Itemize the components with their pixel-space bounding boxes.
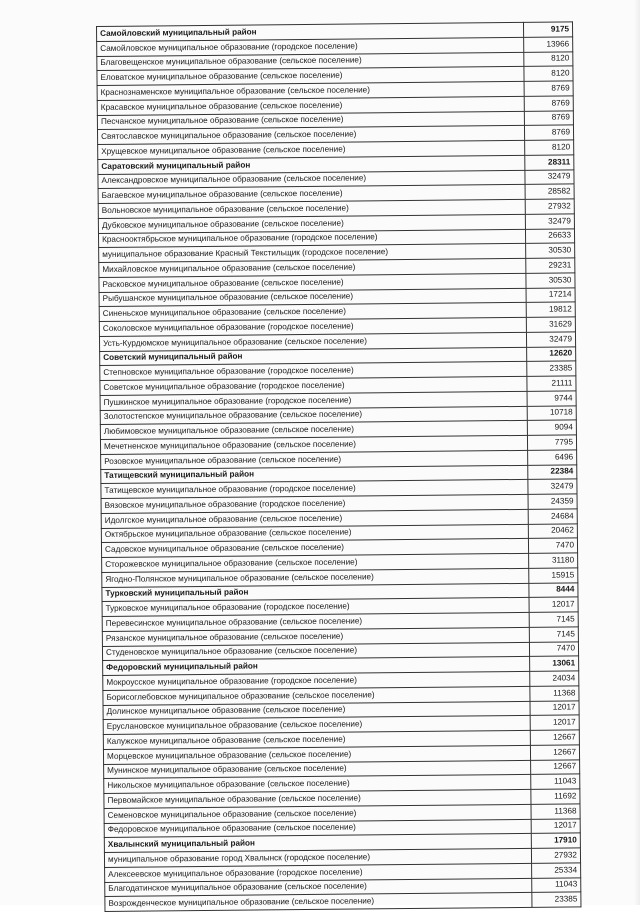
municipality-name: Пушкинское муниципальное образование (городское поселение)	[100, 391, 527, 410]
municipality-name: Идолгское муниципальное образование (сельское поселение)	[101, 509, 528, 528]
municipality-name: Октябрьское муниципальное образование (сельское поселение)	[101, 524, 528, 543]
municipality-name: Турковское муниципальное образование (городское поселение)	[102, 598, 529, 617]
municipality-name: Усть-Курдюмское муниципальное образование (сельское поселение)	[99, 332, 526, 351]
municipality-name: Степновское муниципальное образование (городское поселение)	[100, 362, 527, 381]
municipality-value: 11368	[531, 804, 580, 819]
municipality-value: 23385	[532, 892, 581, 907]
municipality-name: Благодатинское муниципальное образование (сельское поселение)	[105, 878, 532, 897]
district-value: 17910	[531, 833, 580, 848]
municipality-name: Благовещенское муниципальное образование (сельское поселение)	[97, 52, 524, 71]
district-value: 9175	[523, 22, 572, 37]
municipality-value: 27932	[525, 199, 574, 214]
district-name: Хвалынский муниципальный район	[104, 834, 531, 853]
municipality-name: Советское муниципальное образование (городское поселение)	[100, 376, 527, 395]
municipality-name: Мокроусское муниципальное образование (городское поселение)	[103, 671, 530, 690]
municipality-value: 23385	[527, 361, 576, 376]
municipality-name: Никольское муниципальное образование (сельское поселение)	[104, 775, 531, 794]
municipality-name: Рязанское муниципальное образование (сельское поселение)	[102, 627, 529, 646]
municipality-name: Песчанское муниципальное образование (сельское поселение)	[97, 111, 524, 130]
municipality-value: 10718	[527, 405, 576, 420]
scan-edge	[634, 0, 640, 905]
municipality-value: 12667	[531, 759, 580, 774]
municipality-value: 29231	[526, 258, 575, 273]
municipality-name: Татищевское муниципальное образование (городское поселение)	[101, 480, 528, 499]
district-name: Федоровский муниципальный район	[103, 657, 530, 676]
municipality-value: 8120	[524, 51, 573, 66]
municipality-name: Багаевское муниципальное образование (сельское поселение)	[98, 185, 525, 204]
municipality-value: 31180	[529, 553, 578, 568]
municipality-name: Любимовское муниципальное образование (сельское поселение)	[100, 421, 527, 440]
district-name: Татищевский муниципальный район	[101, 465, 528, 484]
municipality-value: 8769	[524, 125, 573, 140]
municipality-name: Краснознаменское муниципальное образование (сельское поселение)	[97, 81, 524, 100]
municipality-name: Садовское муниципальное образование (сельское поселение)	[101, 539, 528, 558]
municipality-name: Михайловское муниципальное образование (сельское поселение)	[99, 258, 526, 277]
municipality-name: Алексеевское муниципальное образование (городское поселение)	[105, 863, 532, 882]
municipality-value: 9094	[527, 420, 576, 435]
municipality-value: 8769	[524, 81, 573, 96]
municipality-name: муниципальное образование Красный Текстильщик (городское поселение)	[99, 244, 526, 263]
municipality-name: Еруслановское муниципальное образование (сельское поселение)	[103, 716, 530, 735]
district-value: 22384	[528, 464, 577, 479]
municipality-value: 11043	[532, 877, 581, 892]
municipality-name: Вязовское муниципальное образование (городское поселение)	[101, 494, 528, 513]
municipality-value: 9744	[527, 391, 576, 406]
municipality-value: 6496	[528, 450, 577, 465]
municipality-value: 31629	[526, 317, 575, 332]
municipality-value: 32479	[526, 332, 575, 347]
municipality-value: 7145	[529, 612, 578, 627]
municipality-value: 11692	[531, 789, 580, 804]
municipality-name: Семеновское муниципальное образование (сельское поселение)	[104, 804, 531, 823]
municipality-name: Краснооктябрьское муниципальное образование (городское поселение)	[98, 229, 525, 248]
municipality-value: 12017	[530, 700, 579, 715]
table-body	[97, 22, 581, 912]
municipality-name: Ягодно-Полянское муниципальное образование (сельское поселение)	[102, 568, 529, 587]
municipality-name: Морцевское муниципальное образование (сельское поселение)	[103, 745, 530, 764]
municipality-value: 8120	[524, 66, 573, 81]
municipality-name: Борисоглебовское муниципальное образование (сельское поселение)	[103, 686, 530, 705]
district-value: 28311	[525, 155, 574, 170]
table-row	[105, 892, 581, 911]
municipality-name: Дубковское муниципальное образование (сельское поселение)	[98, 214, 525, 233]
municipality-value: 24359	[528, 494, 577, 509]
municipality-name: Самойловское муниципальное образование (городское поселение)	[97, 37, 524, 56]
municipality-name: Соколовское муниципальное образование (городское поселение)	[99, 317, 526, 336]
municipality-name: Сторожевское муниципальное образование (сельское поселение)	[102, 553, 529, 572]
municipality-value: 32479	[525, 169, 574, 184]
municipality-value: 24034	[530, 671, 579, 686]
municipality-value: 7145	[529, 627, 578, 642]
district-name: Турковский муниципальный район	[102, 583, 529, 602]
municipality-value: 30530	[526, 273, 575, 288]
district-name: Саратовский муниципальный район	[98, 155, 525, 174]
municipality-value: 17214	[526, 287, 575, 302]
municipality-name: Хрущевское муниципальное образование (сельское поселение)	[98, 140, 525, 159]
municipality-value: 11368	[530, 686, 579, 701]
municipality-name: Золотостепское муниципальное образование (сельское поселение)	[100, 406, 527, 425]
municipality-value: 7470	[529, 641, 578, 656]
municipality-name: Мунинское муниципальное образование (сельское поселение)	[104, 760, 531, 779]
municipality-name: Еловатское муниципальное образование (сельское поселение)	[97, 67, 524, 86]
municipality-value: 8120	[525, 140, 574, 155]
municipality-value: 30530	[526, 243, 575, 258]
municipality-name: Расковское муниципальное образование (сельское поселение)	[99, 273, 526, 292]
district-value: 13061	[530, 656, 579, 671]
municipality-value: 27932	[531, 848, 580, 863]
municipality-value: 25334	[532, 863, 581, 878]
municipality-name: Рыбушанское муниципальное образование (сельское поселение)	[99, 288, 526, 307]
municipality-value: 15915	[529, 568, 578, 583]
municipality-value: 32479	[525, 214, 574, 229]
municipality-value: 11043	[531, 774, 580, 789]
municipality-value: 7795	[527, 435, 576, 450]
municipality-name: Вольновское муниципальное образование (сельское поселение)	[98, 199, 525, 218]
municipality-name: Возрожденческое муниципальное образование (сельское поселение)	[105, 893, 532, 912]
municipality-value: 26633	[525, 228, 574, 243]
municipality-name: Розовское муниципальное образование (сельское поселение)	[101, 450, 528, 469]
municipality-name: Первомайское муниципальное образование (сельское поселение)	[104, 789, 531, 808]
municipality-value: 32479	[528, 479, 577, 494]
municipality-name: Перевесинское муниципальное образование (сельское поселение)	[102, 612, 529, 631]
municipality-name: Федоровское муниципальное образование (сельское поселение)	[104, 819, 531, 838]
municipality-name: Синеньское муниципальное образование (сельское поселение)	[99, 303, 526, 322]
district-value: 8444	[529, 582, 578, 597]
municipality-value: 13966	[524, 37, 573, 52]
municipality-name: муниципальное образование город Хвалынск (городское поселение)	[104, 848, 531, 867]
municipality-value: 7470	[528, 538, 577, 553]
municipality-name: Святославское муниципальное образование (сельское поселение)	[97, 126, 524, 145]
municipality-value: 28582	[525, 184, 574, 199]
municipality-value: 12017	[529, 597, 578, 612]
municipality-name: Мечетненское муниципальное образование (сельское поселение)	[100, 435, 527, 454]
municipality-name: Долинское муниципальное образование (сельское поселение)	[103, 701, 530, 720]
municipality-value: 12017	[531, 818, 580, 833]
municipality-name: Студеновское муниципальное образование (сельское поселение)	[102, 642, 529, 661]
municipality-name: Калужское муниципальное образование (сельское поселение)	[103, 730, 530, 749]
municipality-value: 12667	[530, 745, 579, 760]
municipality-value: 24684	[528, 509, 577, 524]
municipality-value: 12017	[530, 715, 579, 730]
municipality-value: 20462	[528, 523, 577, 538]
municipality-name: Красавское муниципальное образование (сельское поселение)	[97, 96, 524, 115]
municipality-value: 12667	[530, 730, 579, 745]
district-name: Самойловский муниципальный район	[97, 22, 524, 41]
municipality-value: 8769	[524, 110, 573, 125]
district-value: 12620	[527, 346, 576, 361]
allocation-table	[96, 21, 581, 912]
municipality-value: 8769	[524, 96, 573, 111]
municipality-value: 21111	[527, 376, 576, 391]
municipality-name: Александровское муниципальное образование (сельское поселение)	[98, 170, 525, 189]
municipality-value: 19812	[526, 302, 575, 317]
district-name: Советский муниципальный район	[100, 347, 527, 366]
